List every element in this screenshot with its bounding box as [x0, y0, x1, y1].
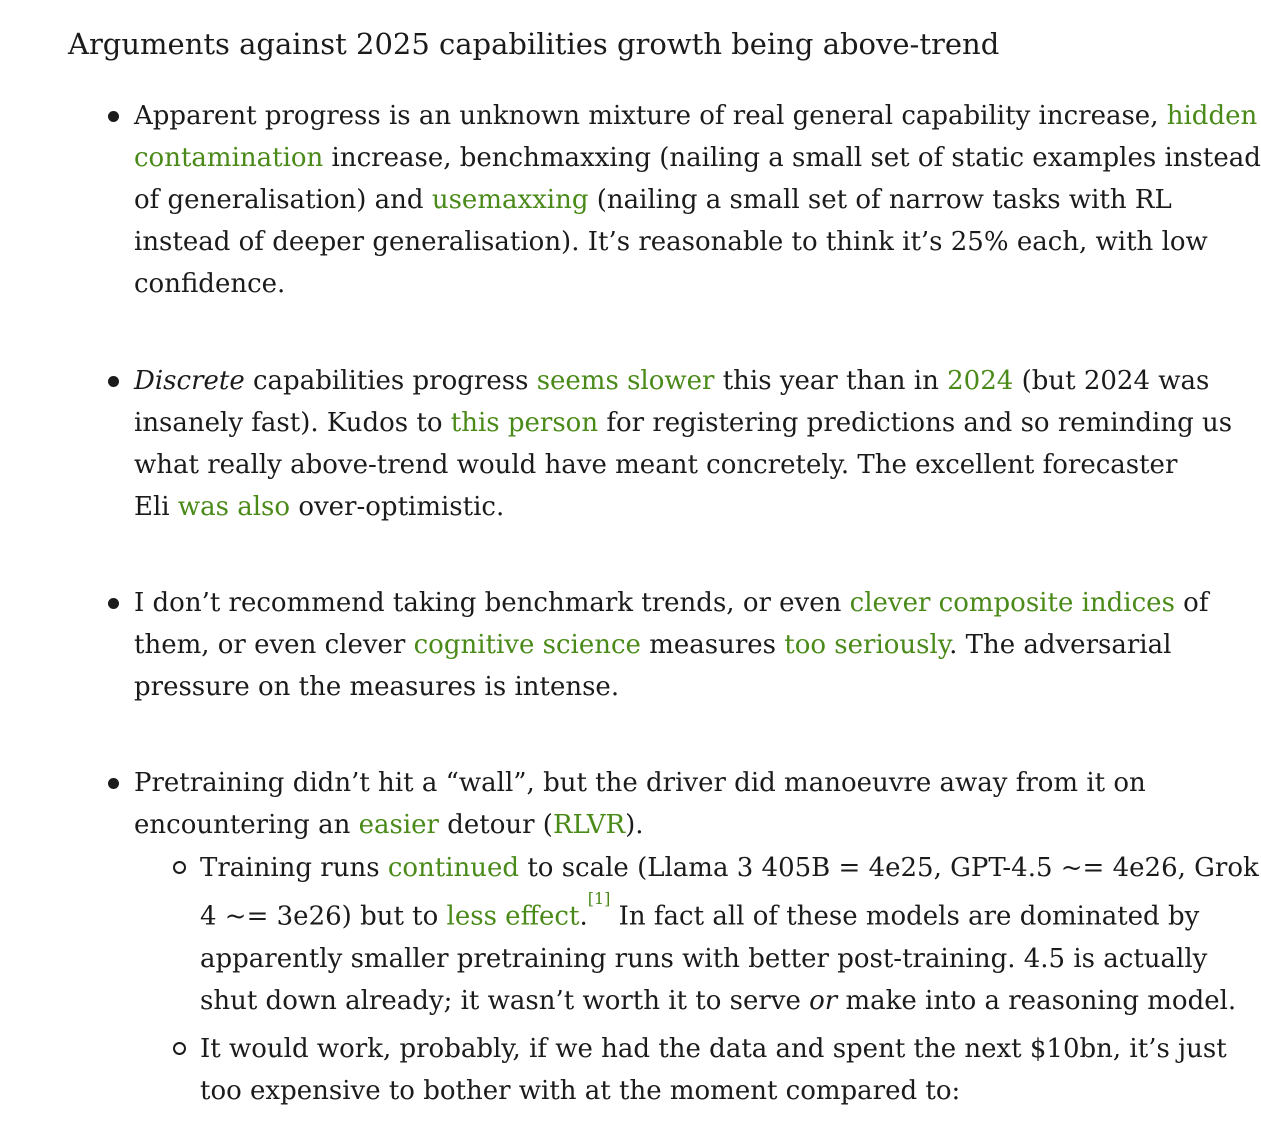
- text-span: Training runs: [200, 853, 388, 883]
- emphasis-text: Discrete: [134, 366, 245, 396]
- link-continued[interactable]: continued: [387, 853, 520, 883]
- bullet-icon: [108, 778, 119, 789]
- text-line: pressure on the measures is intense.: [134, 672, 620, 702]
- text-span: I don’t recommend taking benchmark trends, or even: [134, 588, 850, 618]
- emphasis-text: or: [809, 985, 838, 1016]
- text-line: [134, 360, 1210, 402]
- link-seems-slower[interactable]: seems slower: [536, 366, 715, 396]
- text-span: capabilities progress: [244, 366, 537, 396]
- text-span: this year than in: [714, 366, 948, 396]
- text-span: detour (: [438, 810, 553, 840]
- text-span: of generalisation) and: [134, 185, 432, 215]
- link-was-also[interactable]: was also: [177, 492, 291, 522]
- text-line: apparently smaller pretraining runs with better post-training. 4.5 is actually: [200, 943, 1208, 974]
- text-span: In fact all of these models are dominated by: [610, 901, 1200, 932]
- text-line: instead of deeper generalisation). It’s reasonable to think it’s 25% each, with low: [134, 227, 1208, 257]
- text-span: insanely fast). Kudos to: [134, 408, 451, 438]
- list-item-contamination-mixture: [134, 95, 1261, 305]
- text-line: [134, 486, 1184, 528]
- text-line: what really above-trend would have meant concretely. The excellent forecaster: [134, 450, 1178, 480]
- text-span: for registering predictions and so reminding us: [598, 408, 1233, 438]
- text-span: (but 2024 was: [1013, 366, 1210, 396]
- text-span: measures: [640, 630, 785, 660]
- text-line: [134, 624, 1184, 666]
- bullet-icon: [108, 598, 119, 609]
- sub-list-item-would-work: [200, 1028, 1227, 1112]
- list-item-pretraining-wall: [134, 762, 1184, 846]
- link-easier[interactable]: easier: [358, 810, 439, 840]
- text-span: them, or even clever: [134, 630, 414, 660]
- text-line: [200, 980, 1237, 1022]
- text-line: [134, 582, 1209, 624]
- text-span: 4 ~= 3e26) but to: [200, 901, 447, 932]
- text-line: It would work, probably, if we had the data and spent the next $10bn, it’s just: [200, 1034, 1227, 1064]
- text-line: too expensive to bother with at the moment compared to:: [200, 1076, 961, 1106]
- hollow-bullet-icon: [173, 1042, 186, 1055]
- hollow-bullet-icon: [173, 861, 186, 874]
- text-line: [134, 179, 1184, 221]
- link-hidden-contamination[interactable]: hidden: [1166, 101, 1258, 131]
- sub-list-item-training-runs: [200, 847, 1259, 1022]
- text-line: [200, 889, 1200, 938]
- text-span: of: [1174, 588, 1209, 618]
- link-clever-composite-indices[interactable]: clever composite indices: [849, 588, 1175, 618]
- link-rlvr[interactable]: RLVR: [552, 810, 626, 840]
- text-span: encountering an: [134, 810, 359, 840]
- text-span: ).: [625, 810, 644, 840]
- link-usemaxxing[interactable]: usemaxxing: [431, 185, 589, 215]
- text-span: . The adversarial: [949, 630, 1172, 660]
- text-line: [134, 137, 1261, 179]
- section-heading: Arguments against 2025 capabilities growth being above-trend: [68, 27, 1000, 61]
- link-cognitive-science[interactable]: cognitive science: [413, 630, 641, 660]
- list-item-discrete-progress: [134, 360, 1233, 528]
- text-span: make into a reasoning model.: [837, 985, 1237, 1016]
- list-item-benchmark-trends: [134, 582, 1209, 708]
- footnote-link[interactable]: [1]: [587, 889, 611, 908]
- text-span: Eli: [134, 492, 178, 522]
- text-span: .: [579, 901, 588, 932]
- text-line: Pretraining didn’t hit a “wall”, but the driver did manoeuvre away from it on: [134, 768, 1146, 798]
- text-line: [134, 402, 1233, 444]
- text-span: Apparent progress is an unknown mixture of real general capability increase,: [134, 101, 1167, 131]
- bullet-icon: [108, 376, 119, 387]
- text-span: shut down already; it wasn’t worth it to serve: [200, 985, 810, 1016]
- text-span: to scale (Llama 3 405B = 4e25, GPT-4.5 ~= 4e26, Grok: [519, 853, 1259, 883]
- link-2024[interactable]: 2024: [947, 366, 1014, 396]
- bullet-icon: [108, 111, 119, 122]
- text-span: over-optimistic.: [290, 492, 505, 522]
- link-too-seriously[interactable]: too seriously: [784, 630, 950, 660]
- link-less-effect[interactable]: less effect: [446, 901, 580, 932]
- text-span: (nailing a small set of narrow tasks with RL: [588, 185, 1172, 215]
- text-span: increase, benchmaxxing (nailing a small set of static examples instead: [323, 143, 1261, 173]
- link-hidden-contamination-cont[interactable]: contamination: [134, 143, 324, 173]
- text-line: [134, 95, 1258, 137]
- link-this-person[interactable]: this person: [450, 408, 599, 438]
- text-line: confidence.: [134, 269, 286, 299]
- text-line: [134, 804, 1184, 846]
- text-line: [200, 847, 1259, 889]
